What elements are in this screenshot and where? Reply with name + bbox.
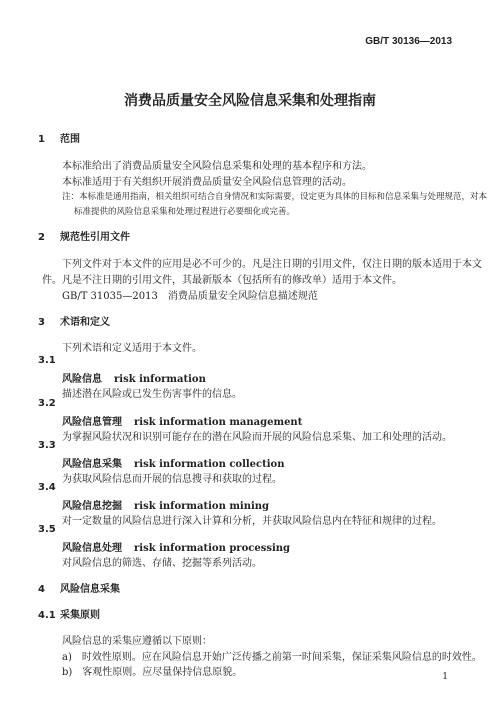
term-definition: 为掌握风险状况和识别可能存在的潜在风险而开展的风险信息采集、加工和处理的活动。: [62, 432, 452, 443]
term-cn: 风险信息挖掘: [62, 501, 122, 512]
note-line: 注：本标准是通用指南，相关组织可结合自身情况和实际需要，设定更为具体的目标和信息采集与处理规范，对本: [62, 192, 488, 202]
section-title: 范围: [60, 134, 80, 145]
section-title: 规范性引用文件: [60, 232, 130, 243]
term-number: 3.1: [38, 355, 56, 366]
term-cn: 风险信息管理: [62, 417, 122, 428]
term-heading: [62, 370, 206, 385]
term-en: risk information: [114, 374, 206, 385]
reference-entry: GB/T 31035—2013 消费品质量安全风险信息描述规范: [62, 291, 318, 302]
subsection-4-1-heading: [38, 606, 100, 621]
term-cn: 风险信息: [62, 374, 102, 385]
term-number: 3.2: [38, 398, 56, 409]
term-definition: 描述潜在风险或已发生伤害事件的信息。: [62, 389, 242, 400]
subsection-number: 4.1: [38, 610, 56, 621]
section-4-heading: [38, 580, 120, 595]
document-title: 消费品质量安全风险信息采集和处理指南: [124, 93, 376, 109]
list-item: a) 时效性原则。应在风险信息开始广泛传播之前第一时间采集，保证采集风险信息的时效性。: [62, 652, 482, 663]
term-cn: 风险信息处理: [62, 543, 122, 554]
paragraph: 本标准给出了消费品质量安全风险信息采集和处理的基本程序和方法。: [62, 161, 372, 172]
standard-number: GB/T 30136—2013: [365, 36, 452, 47]
paragraph: 风险信息的采集应遵循以下原则：: [62, 636, 212, 647]
section-title: 风险信息采集: [60, 584, 120, 595]
term-number: 3.4: [38, 482, 56, 493]
term-heading: [62, 539, 290, 554]
section-number: 4: [38, 584, 45, 595]
paragraph: 下列文件对于本文件的应用是必不可少的。凡是注日期的引用文件，仅注日期的版本适用于本文: [62, 259, 482, 270]
paragraph: 件。凡是不注日期的引用文件，其最新版本（包括所有的修改单）适用于本文件。: [42, 275, 402, 286]
term-number: 3.5: [38, 524, 56, 535]
term-heading: [62, 455, 284, 470]
page-number: 1: [442, 672, 448, 682]
section-1-heading: [38, 130, 80, 145]
term-cn: 风险信息采集: [62, 459, 122, 470]
term-heading: [62, 413, 302, 428]
term-definition: 对风险信息的筛选、存储、挖掘等系列活动。: [62, 558, 262, 569]
paragraph: 本标准适用于有关组织开展消费品质量安全风险信息管理的活动。: [62, 177, 352, 188]
section-number: 2: [38, 232, 45, 243]
term-en: risk information collection: [134, 459, 285, 470]
term-en: risk information management: [134, 417, 303, 428]
term-definition: 对一定数量的风险信息进行深入计算和分析，并获取风险信息内在特征和规律的过程。: [62, 516, 442, 527]
section-3-heading: [38, 313, 110, 328]
term-heading: [62, 497, 269, 512]
subsection-title: 采集原则: [60, 610, 100, 621]
section-title: 术语和定义: [60, 317, 110, 328]
section-number: 3: [38, 317, 45, 328]
list-item: b) 客观性原则。应尽量保持信息原貌。: [62, 667, 243, 678]
term-en: risk information mining: [134, 501, 270, 512]
term-number: 3.3: [38, 440, 56, 451]
note-line: 标准提供的风险信息采集和处理过程进行必要细化或完善。: [74, 207, 296, 217]
term-definition: 为获取风险信息而开展的信息搜寻和获取的过程。: [62, 474, 282, 485]
paragraph: 下列术语和定义适用于本文件。: [62, 343, 202, 354]
section-2-heading: [38, 228, 130, 243]
section-number: 1: [38, 134, 45, 145]
term-en: risk information processing: [134, 543, 291, 554]
